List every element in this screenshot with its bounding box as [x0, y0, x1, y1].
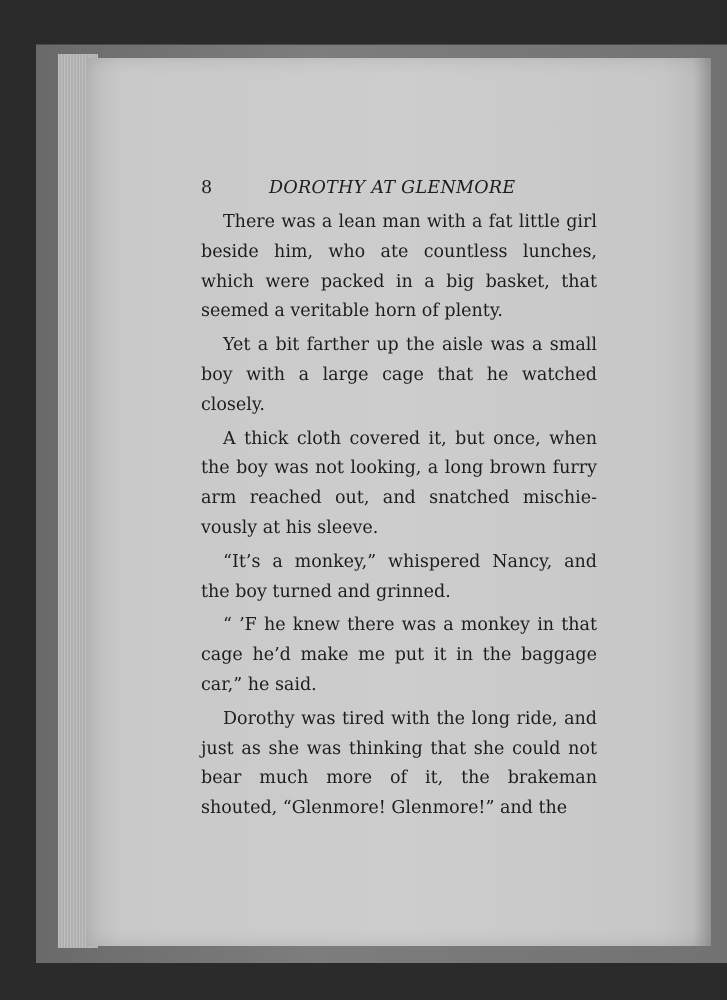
page-number: 8: [201, 178, 213, 198]
paragraph-5: “ ’F he knew there was a monkey in that cage he’d make me put it in the baggage car,” he said.: [201, 615, 597, 695]
paragraph-1: There was a lean man with a fat little girl beside him, who ate countless lunches, which were packed in a big basket, that seemed a veritable horn of plenty.: [201, 212, 597, 322]
page-text-block: [201, 172, 597, 824]
paragraph-4: “It’s a monkey,” whispered Nancy, and the boy turned and grinned.: [201, 551, 597, 602]
paragraph-6: Dorothy was tired with the long ride, and just as she was thinking that she could not bear much more of it, the brakeman shouted, “Glenmore! Glenmore!” and the: [201, 708, 597, 819]
running-head: [201, 172, 597, 204]
body-text: [201, 208, 597, 824]
book-title: DOROTHY AT GLENMORE: [269, 178, 516, 198]
paragraph-2: Yet a bit farther up the aisle was a small boy with a large cage that he watched closely.: [201, 335, 597, 415]
spine-shadow: [693, 58, 711, 946]
paragraph-3: A thick cloth covered it, but once, when the boy was not looking, a long brown furry arm reached out, and snatched mischievously at his sleeve.: [201, 428, 597, 538]
